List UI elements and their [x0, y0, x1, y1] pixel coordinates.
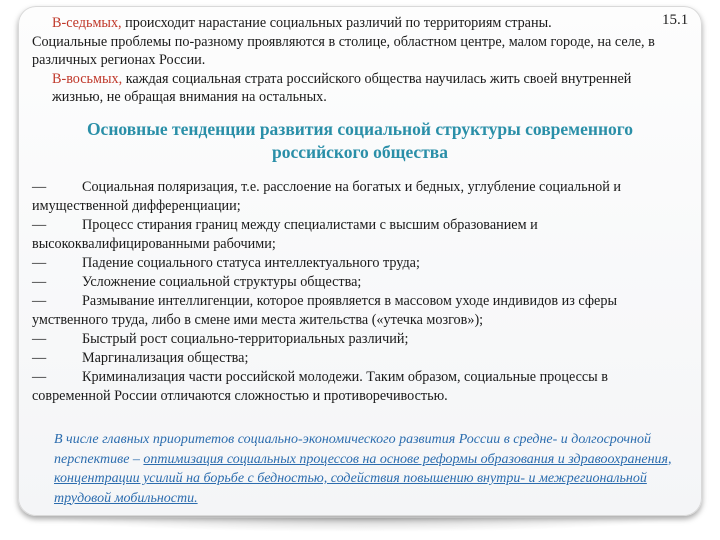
list-item	[32, 178, 672, 216]
intro-paragraph-2	[32, 70, 672, 107]
list-item-text: Размывание интеллигенции, которое проявляется в массовом уходе индивидов из сферы умственного труда, либо в смене ими места жительства («утечка мозгов»);	[32, 293, 617, 328]
slide-shadow	[40, 518, 680, 532]
list-dash: —	[32, 331, 47, 347]
list-item-text: Быстрый рост социально-территориальных различий;	[82, 331, 409, 347]
list-dash: —	[32, 217, 47, 233]
list-dash: —	[32, 255, 47, 271]
list-item-text: Маргинализация общества;	[82, 350, 249, 366]
title-line-1: Основные тенденции развития социальной структуры современного	[86, 119, 634, 139]
list-item	[32, 292, 672, 330]
list-item-text: Падение социального статуса интеллектуального труда;	[82, 255, 420, 271]
list-item	[32, 349, 672, 368]
list-item-text: Социальная поляризация, т.е. расслоение на богатых и бедных, углубление социальной и имущественной дифференциации;	[32, 179, 621, 214]
tendencies-list	[32, 178, 672, 406]
list-dash: —	[32, 179, 47, 195]
list-dash: —	[32, 293, 47, 309]
list-item	[32, 368, 672, 406]
list-dash: —	[32, 350, 47, 366]
slide-title	[30, 118, 690, 164]
list-item	[32, 254, 672, 273]
intro-lead-1: В-седьмых,	[52, 15, 122, 31]
title-line-2: российского общества	[271, 142, 448, 162]
intro-text-2: каждая социальная страта российского общества научилась жить своей внутренней жизнью, не обращая внимания на остальных.	[52, 70, 632, 106]
priorities-underlined: оптимизация социальных процессов на основе реформы образования и здравоохранения, концентрации усилий на борьбе с бедностью, содействия повышению внутри- и межрегиональной трудовой мобильности.	[54, 451, 672, 506]
list-dash: —	[32, 274, 47, 290]
list-item	[32, 216, 672, 254]
intro-text-1: происходит нарастание социальных различий по территориям страны.	[121, 15, 552, 31]
list-item-text: Криминализация части российской молодежи. Таким образом, социальные процессы в современной России отличаются сложностью и противоречивостью.	[32, 369, 608, 404]
list-item-text: Процесс стирания границ между специалистами с высшим образованием и высококвалифицированными рабочими;	[32, 217, 538, 252]
list-item-text: Усложнение социальной структуры общества;	[82, 274, 362, 290]
priorities-paragraph	[32, 430, 692, 508]
list-item	[32, 330, 672, 349]
slide-number: 15.1	[662, 12, 689, 28]
priorities-text	[32, 430, 692, 508]
priorities-plain: В числе главных приоритетов социально-экономического развития России в средне- и долгосрочной перспективе –	[54, 432, 652, 467]
intro-paragraph-1-cont: Социальные проблемы по-разному проявляются в столице, областном центре, малом городе, на селе, в различных регионах России.	[32, 33, 655, 69]
list-item	[32, 273, 672, 292]
intro-text	[32, 14, 672, 107]
list-dash: —	[32, 369, 47, 385]
intro-paragraph-1	[32, 14, 672, 33]
intro-lead-2: В-восьмых,	[52, 70, 123, 87]
